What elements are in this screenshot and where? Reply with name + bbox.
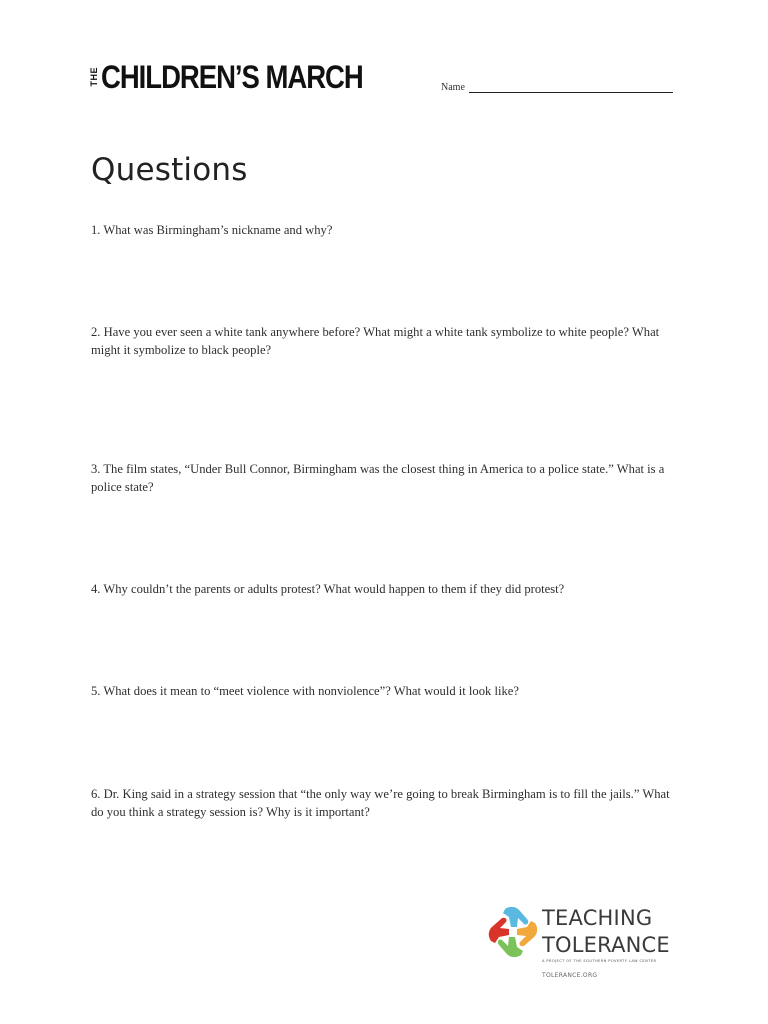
name-line[interactable]: [469, 82, 673, 93]
brand-line-2: TOLERANCE: [542, 933, 670, 957]
hands-icon: [487, 905, 539, 959]
name-field[interactable]: [441, 82, 673, 93]
page-title: Questions: [91, 152, 248, 188]
hand-red-icon: [489, 918, 509, 943]
question-3: 3. The film states, “Under Bull Connor, Birmingham was the closest thing in America to a police state.” What is a police state?: [91, 462, 665, 494]
question-1: 1. What was Birmingham’s nickname and why?: [91, 223, 333, 237]
brand-url[interactable]: TOLERANCE.ORG: [542, 972, 598, 979]
question-2: 2. Have you ever seen a white tank anywhere before? What might a white tank symbolize to white people? What might it symbolize to black people?: [91, 325, 660, 357]
teaching-tolerance-logo: [487, 905, 687, 985]
question-5: 5. What does it mean to “meet violence with nonviolence”? What would it look like?: [91, 684, 519, 698]
name-label: Name: [441, 82, 465, 93]
logo-the: THE: [89, 67, 99, 87]
question-6: 6. Dr. King said in a strategy session that “the only way we’re going to break Birmingham is to fill the jails.” What do you think a strategy session is? Why is it important?: [91, 787, 670, 819]
brand-line-1: TEACHING: [542, 906, 653, 930]
hand-green-icon: [498, 937, 523, 957]
brand-tagline: A PROJECT OF THE SOUTHERN POVERTY LAW CENTER: [542, 959, 657, 963]
hand-blue-icon: [503, 907, 528, 927]
logo-title: CHILDREN’S MARCH: [101, 59, 363, 95]
hand-orange-icon: [517, 921, 537, 946]
question-4: 4. Why couldn’t the parents or adults protest? What would happen to them if they did protest?: [91, 582, 565, 596]
childrens-march-logo: [90, 60, 405, 94]
